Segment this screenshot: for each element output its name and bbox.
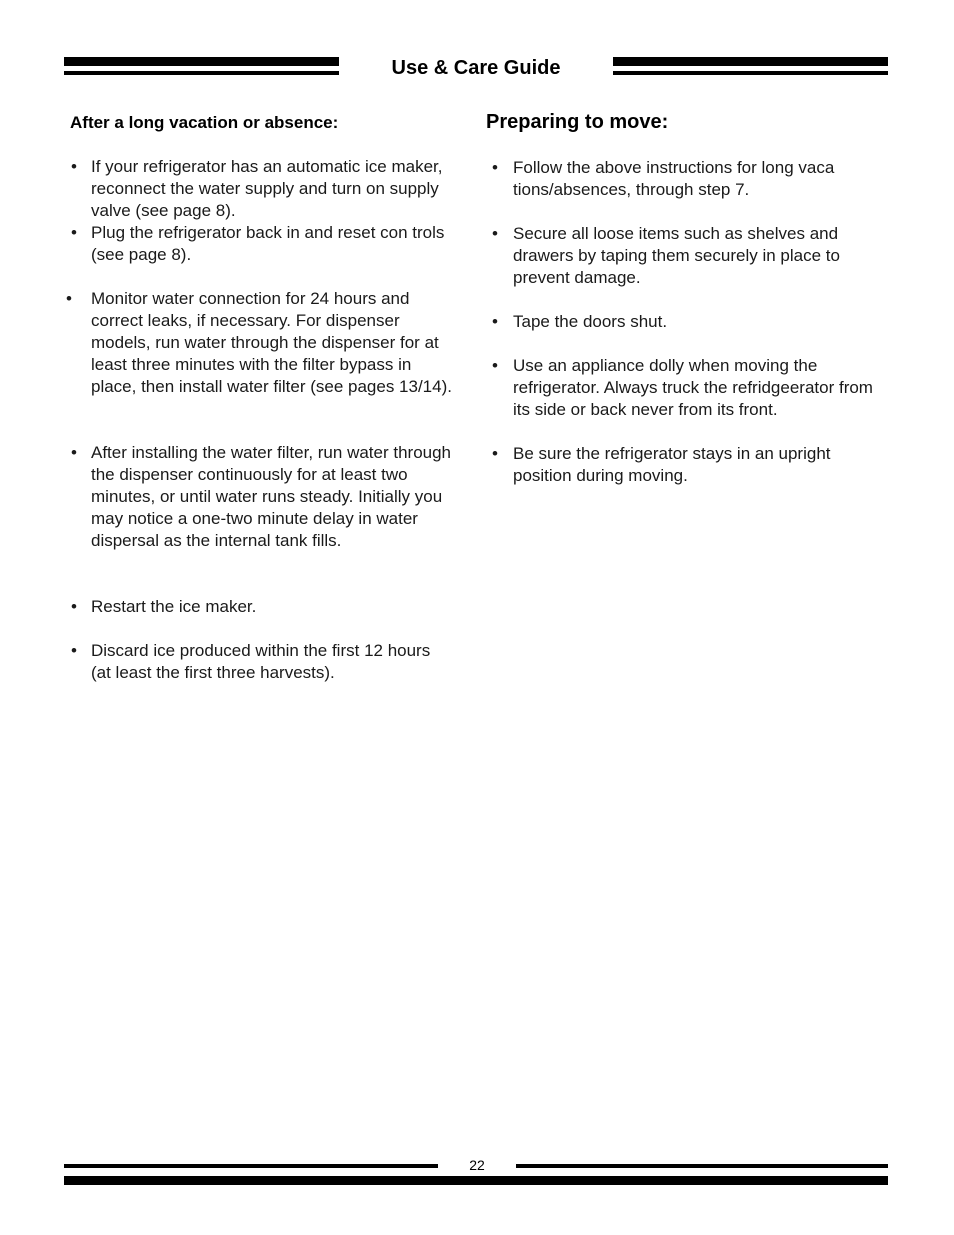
bullet-icon: • (71, 597, 77, 616)
footer-rule-full-thick (64, 1176, 888, 1185)
list-item-text: Monitor water connection for 24 hours and correct leaks, if necessary. For dispenser models, run water through the dispenser for at least three minutes with the filter bypass in place, then install water filter (see pages 13/14). (91, 289, 452, 396)
list-item (64, 640, 454, 684)
list-item-text: Follow the above instructions for long vaca tions/absences, through step 7. (513, 158, 835, 199)
list-item-text: After installing the water filter, run water through the dispenser continuously for at least two minutes, or until water runs steady. Initially you may notice a one-two minute delay in water dispersal as the internal tank fills. (91, 443, 452, 550)
list-item-text: Secure all loose items such as shelves and drawers by taping them securely in place to prevent damage. (513, 224, 840, 287)
list-item (486, 223, 886, 289)
list-item-text: Restart the ice maker. (91, 597, 257, 616)
bullet-icon: • (492, 444, 498, 463)
bullet-icon: • (492, 312, 498, 331)
list-item (64, 288, 454, 398)
bullet-icon: • (71, 641, 77, 660)
bullet-icon: • (492, 224, 498, 243)
bullet-icon: • (492, 158, 498, 177)
page-title: Use & Care Guide (391, 57, 561, 79)
list-item (64, 442, 454, 552)
list-item-text: If your refrigerator has an automatic ice maker, reconnect the water supply and turn on supply valve (see page 8). (91, 157, 443, 220)
list-item (486, 443, 886, 487)
bullet-icon: • (71, 443, 77, 462)
list-item-text: Be sure the refrigerator stays in an upright position during moving. (513, 444, 831, 485)
header-rule-right-thick (613, 57, 888, 66)
list-item-text: Tape the doors shut. (513, 312, 668, 331)
list-item (64, 596, 454, 618)
list-item (486, 355, 886, 421)
header-rule-right-thin (613, 71, 888, 75)
moving-section-heading: Preparing to move: (486, 111, 669, 133)
header-rule-left-thick (64, 57, 339, 66)
list-item-text: Use an appliance dolly when moving the refrigerator. Always truck the refridgeerator from its side or back never from its front. (513, 356, 873, 419)
bullet-icon: • (492, 356, 498, 375)
list-item (64, 156, 454, 222)
bullet-icon: • (71, 223, 77, 242)
list-item-text: Plug the refrigerator back in and reset con trols (see page 8). (91, 223, 445, 264)
list-item-text: Discard ice produced within the first 12 hours (at least the first three harvests). (91, 641, 431, 682)
vacation-section-heading: After a long vacation or absence: (70, 113, 339, 132)
bullet-icon: • (71, 157, 77, 176)
list-item (486, 157, 886, 201)
header-rule-left-thin (64, 71, 339, 75)
footer-rule-right-thin (516, 1164, 888, 1168)
list-item (486, 311, 886, 333)
footer-rule-left-thin (64, 1164, 438, 1168)
list-item (64, 222, 454, 266)
page-number: 22 (469, 1157, 485, 1173)
bullet-icon: • (66, 289, 72, 308)
